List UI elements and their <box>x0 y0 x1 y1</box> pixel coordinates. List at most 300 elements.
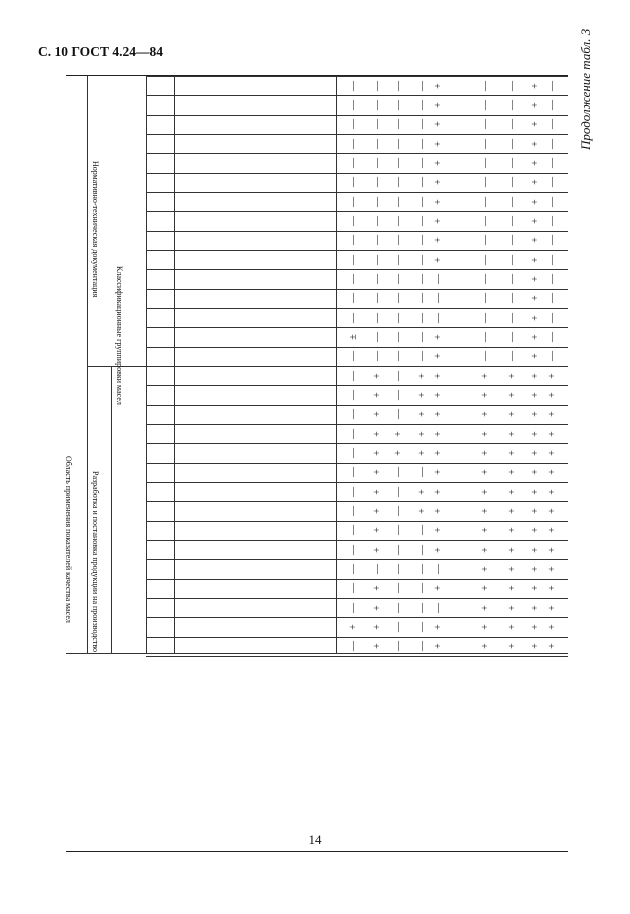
cell-mark: + <box>433 353 444 360</box>
cell-mark: + <box>433 643 444 650</box>
cell-mark: + <box>507 585 518 592</box>
cell-mark: + <box>547 411 558 418</box>
cell-mark: — <box>372 254 383 265</box>
cell-mark: + <box>547 430 558 437</box>
cell-mark: + <box>433 411 444 418</box>
cell-mark: — <box>393 409 404 420</box>
cell-mark: — <box>393 583 404 594</box>
cell-mark: + <box>547 566 558 572</box>
cell-mark: + <box>433 121 444 128</box>
group-label <box>146 289 174 366</box>
cell-mark: + <box>480 488 491 495</box>
cell-mark: — <box>393 370 404 381</box>
cell-mark: + <box>507 411 518 418</box>
cell-mark: — <box>348 525 359 536</box>
cell-mark: — <box>417 602 428 613</box>
column-line <box>146 424 568 425</box>
cell-mark: ± <box>348 334 359 340</box>
cell-mark: + <box>530 353 541 360</box>
cell-mark: — <box>372 196 383 207</box>
cell-mark: + <box>530 546 541 553</box>
cell-mark: + <box>433 82 444 89</box>
cell-mark: — <box>393 80 404 91</box>
cell-mark: — <box>417 312 428 323</box>
cell-mark: — <box>480 100 491 110</box>
cell-mark: — <box>348 641 359 652</box>
cell-mark: + <box>372 450 383 456</box>
cell-mark: — <box>417 80 428 91</box>
cell-mark: + <box>530 604 541 611</box>
cell-mark: + <box>372 411 383 418</box>
cell-mark: — <box>348 177 359 188</box>
cell-mark: + <box>393 450 404 456</box>
cell-mark: — <box>507 312 518 323</box>
cell-mark: — <box>348 428 359 439</box>
cell-mark: + <box>547 604 558 611</box>
cell-mark: — <box>547 216 558 226</box>
cell-mark: + <box>480 392 491 398</box>
column-line <box>146 540 568 541</box>
group-label <box>146 231 174 289</box>
cell-mark: + <box>507 469 518 476</box>
cell-mark: + <box>530 198 541 205</box>
column-line <box>146 153 568 154</box>
cell-mark: — <box>372 119 383 130</box>
column-line <box>146 231 568 232</box>
cell-mark: — <box>348 100 359 110</box>
cell-mark: — <box>507 351 518 362</box>
cell-mark: — <box>547 138 558 149</box>
cell-mark: — <box>393 196 404 207</box>
cell-mark: — <box>507 80 518 91</box>
cell-mark: — <box>372 312 383 323</box>
column-line <box>146 501 568 502</box>
cell-mark: + <box>530 334 541 340</box>
cell-mark: + <box>507 508 518 514</box>
cell-mark: + <box>480 469 491 476</box>
cell-mark: + <box>393 430 404 437</box>
cell-mark: — <box>507 293 518 304</box>
cell-mark: + <box>530 179 541 186</box>
cell-mark: — <box>393 525 404 536</box>
cell-mark: — <box>547 177 558 188</box>
cell-mark: — <box>348 602 359 613</box>
cell-mark: + <box>530 450 541 456</box>
cell-mark: + <box>372 488 383 495</box>
cell-mark: — <box>433 293 444 304</box>
cell-mark: — <box>393 486 404 497</box>
cell-mark: — <box>372 80 383 91</box>
column-line <box>146 366 568 367</box>
cell-mark: — <box>507 254 518 265</box>
cell-mark: + <box>547 488 558 495</box>
cell-mark: + <box>530 488 541 495</box>
cell-mark: + <box>530 121 541 128</box>
cell-mark: + <box>530 218 541 224</box>
cell-mark: — <box>393 351 404 362</box>
cell-mark: — <box>547 196 558 207</box>
cell-mark: + <box>530 624 541 630</box>
column-line <box>146 385 568 386</box>
cell-mark: — <box>348 448 359 458</box>
cell-mark: + <box>433 334 444 340</box>
cell-mark: — <box>393 254 404 265</box>
cell-mark: — <box>348 158 359 168</box>
page-number: 14 <box>308 832 322 847</box>
cell-mark: — <box>507 138 518 149</box>
cell-mark: — <box>480 119 491 130</box>
cell-mark: + <box>507 604 518 611</box>
cell-mark: + <box>530 566 541 572</box>
cell-mark: + <box>372 430 383 437</box>
cell-mark: + <box>433 450 444 456</box>
column-line <box>146 617 568 618</box>
cell-mark: — <box>480 80 491 91</box>
cell-mark: — <box>393 312 404 323</box>
cell-mark: — <box>417 216 428 226</box>
cell-mark: + <box>480 566 491 572</box>
cell-mark: + <box>480 411 491 418</box>
cell-mark: + <box>507 450 518 456</box>
cell-mark: + <box>507 488 518 495</box>
cell-mark: + <box>530 392 541 398</box>
cell-mark: — <box>417 351 428 362</box>
cell-mark: — <box>480 158 491 168</box>
cell-mark: + <box>507 566 518 572</box>
cell-mark: + <box>417 508 428 514</box>
cell-mark: — <box>507 177 518 188</box>
cell-mark: — <box>372 100 383 110</box>
cell-mark: + <box>530 372 541 379</box>
cell-mark: + <box>433 392 444 398</box>
cell-mark: + <box>417 392 428 398</box>
classification-divider-left <box>111 366 112 653</box>
cell-mark: + <box>530 469 541 476</box>
cell-mark: — <box>372 216 383 226</box>
cell-mark: + <box>433 256 444 263</box>
cell-mark: — <box>393 216 404 226</box>
cell-mark: — <box>507 235 518 246</box>
cell-mark: + <box>547 450 558 456</box>
cell-mark: — <box>348 486 359 497</box>
cell-mark: — <box>417 583 428 594</box>
cell-mark: — <box>372 158 383 168</box>
cell-mark: — <box>348 564 359 574</box>
cell-mark: — <box>507 216 518 226</box>
cell-mark: — <box>348 390 359 400</box>
cell-mark: — <box>507 332 518 342</box>
cell-mark: — <box>480 332 491 342</box>
cell-mark: — <box>393 602 404 613</box>
group-label <box>146 366 174 424</box>
cell-mark: + <box>547 527 558 534</box>
cell-mark: — <box>547 274 558 284</box>
cell-mark: + <box>530 256 541 263</box>
indicators-table <box>66 75 568 852</box>
cell-mark: — <box>348 216 359 226</box>
cell-mark: — <box>372 564 383 574</box>
cell-mark: — <box>372 351 383 362</box>
cell-mark: — <box>348 235 359 246</box>
cell-mark: + <box>547 372 558 379</box>
cell-mark: — <box>348 138 359 149</box>
cell-mark: — <box>547 293 558 304</box>
cell-mark: — <box>417 641 428 652</box>
cell-mark: + <box>530 643 541 650</box>
cell-mark: — <box>393 641 404 652</box>
cell-mark: — <box>393 564 404 574</box>
cell-mark: — <box>393 332 404 342</box>
cell-mark: — <box>348 370 359 381</box>
header-bottom-line <box>66 653 568 654</box>
cell-mark: + <box>372 508 383 514</box>
cell-mark: — <box>348 409 359 420</box>
cell-mark: + <box>433 237 444 244</box>
cell-mark: — <box>417 196 428 207</box>
cell-mark: — <box>480 312 491 323</box>
column-line <box>146 95 568 96</box>
cell-mark: — <box>393 158 404 168</box>
group-label <box>146 173 174 231</box>
cell-mark: + <box>480 624 491 630</box>
cell-mark: + <box>417 450 428 456</box>
cell-mark: + <box>480 430 491 437</box>
cell-mark: + <box>372 585 383 592</box>
classification-label: Классификационные группировки масел <box>115 266 124 405</box>
cell-mark: + <box>507 527 518 534</box>
column-line <box>146 559 568 560</box>
group-label <box>146 424 174 463</box>
cell-mark: — <box>547 158 558 168</box>
area-divider-line <box>87 76 88 653</box>
cell-mark: + <box>507 643 518 650</box>
cell-mark: + <box>372 643 383 650</box>
column-line <box>146 211 568 212</box>
column-line <box>146 405 568 406</box>
group-label <box>146 521 174 579</box>
cell-mark: + <box>507 546 518 553</box>
cell-mark: + <box>433 585 444 592</box>
cell-mark: + <box>433 546 444 553</box>
column-line <box>146 482 568 483</box>
cell-mark: + <box>530 237 541 244</box>
cell-mark: — <box>547 119 558 130</box>
cell-mark: — <box>372 235 383 246</box>
cell-mark: — <box>547 351 558 362</box>
column-line <box>146 463 568 464</box>
cell-mark: — <box>348 274 359 284</box>
cell-mark: + <box>433 624 444 630</box>
cell-mark: — <box>433 602 444 613</box>
cell-mark: — <box>417 564 428 574</box>
cell-mark: — <box>348 196 359 207</box>
cell-mark: — <box>393 119 404 130</box>
group-label <box>146 134 174 173</box>
cell-mark: — <box>393 506 404 516</box>
cell-mark: — <box>547 254 558 265</box>
cell-mark: — <box>417 525 428 536</box>
cell-mark: + <box>433 179 444 186</box>
cell-mark: — <box>348 467 359 478</box>
cell-mark: — <box>393 390 404 400</box>
cell-mark: — <box>417 235 428 246</box>
cell-mark: + <box>530 314 541 321</box>
cell-mark: + <box>547 585 558 592</box>
cell-mark: — <box>480 177 491 188</box>
cell-mark: — <box>393 138 404 149</box>
column-line <box>146 134 568 135</box>
cell-mark: — <box>547 100 558 110</box>
cell-mark: + <box>530 508 541 514</box>
cell-mark: — <box>372 138 383 149</box>
cell-mark: + <box>530 82 541 89</box>
cell-mark: + <box>547 508 558 514</box>
cell-mark: + <box>480 643 491 650</box>
cell-mark: — <box>393 235 404 246</box>
cell-mark: — <box>348 351 359 362</box>
column-line <box>146 443 568 444</box>
cell-mark: — <box>417 119 428 130</box>
cell-mark: + <box>507 624 518 630</box>
cell-mark: — <box>393 177 404 188</box>
cell-mark: + <box>433 372 444 379</box>
cell-mark: — <box>393 467 404 478</box>
cell-mark: + <box>480 508 491 514</box>
cell-mark: — <box>348 80 359 91</box>
column-line <box>146 521 568 522</box>
cell-mark: + <box>530 430 541 437</box>
cell-mark: + <box>530 411 541 418</box>
cell-mark: — <box>480 274 491 284</box>
cell-mark: + <box>372 392 383 398</box>
cell-mark: — <box>393 622 404 632</box>
cell-mark: + <box>480 546 491 553</box>
cell-mark: — <box>417 467 428 478</box>
cell-mark: + <box>530 140 541 147</box>
cell-mark: — <box>348 312 359 323</box>
cell-mark: — <box>547 332 558 342</box>
cell-mark: — <box>348 506 359 516</box>
area-left-label: Разработка и постановка продукции на производство <box>91 471 100 653</box>
cell-mark: + <box>547 643 558 650</box>
cell-mark: + <box>372 604 383 611</box>
cell-mark: — <box>393 293 404 304</box>
cell-mark: + <box>348 624 359 630</box>
cell-mark: + <box>530 295 541 302</box>
cell-mark: + <box>417 411 428 418</box>
cell-mark: — <box>480 216 491 226</box>
cell-mark: — <box>433 274 444 284</box>
cell-mark: — <box>417 332 428 342</box>
cell-mark: + <box>417 372 428 379</box>
cell-mark: + <box>507 430 518 437</box>
cell-mark: — <box>372 332 383 342</box>
header-vertical-line <box>336 76 337 653</box>
cell-mark: — <box>417 138 428 149</box>
cell-mark: — <box>507 100 518 110</box>
cell-mark: — <box>480 254 491 265</box>
cell-mark: + <box>433 102 444 108</box>
cell-mark: + <box>433 430 444 437</box>
cell-mark: — <box>480 196 491 207</box>
continuation-label: Продолжение табл. 3 <box>578 28 593 150</box>
cell-mark: — <box>417 254 428 265</box>
cell-mark: + <box>480 604 491 611</box>
cell-mark: — <box>417 293 428 304</box>
cell-mark: — <box>417 100 428 110</box>
cell-mark: — <box>417 622 428 632</box>
cell-mark: — <box>372 274 383 284</box>
column-line <box>146 656 568 657</box>
cell-mark: — <box>433 564 444 574</box>
cell-mark: — <box>480 235 491 246</box>
page-header: С. 10 ГОСТ 4.24—84 <box>38 44 164 59</box>
column-line <box>146 250 568 251</box>
cell-mark: + <box>372 546 383 553</box>
column-line <box>146 192 568 193</box>
cell-mark: + <box>372 527 383 534</box>
cell-mark: — <box>348 583 359 594</box>
cell-mark: — <box>417 274 428 284</box>
column-line <box>146 289 568 290</box>
cell-mark: — <box>417 158 428 168</box>
column-line <box>146 173 568 174</box>
cell-mark: — <box>393 274 404 284</box>
cell-mark: + <box>433 527 444 534</box>
cell-mark: + <box>433 218 444 224</box>
cell-mark: — <box>547 80 558 91</box>
cell-mark: — <box>348 254 359 265</box>
cell-mark: + <box>530 276 541 282</box>
cell-mark: — <box>393 544 404 555</box>
cell-mark: — <box>433 312 444 323</box>
column-line <box>146 579 568 580</box>
cell-mark: + <box>433 488 444 495</box>
cell-mark: + <box>547 469 558 476</box>
cell-mark: + <box>417 488 428 495</box>
column-line <box>146 598 568 599</box>
cell-mark: + <box>417 430 428 437</box>
cell-mark: — <box>393 100 404 110</box>
cell-mark: + <box>433 469 444 476</box>
cell-mark: — <box>480 293 491 304</box>
cell-mark: + <box>372 624 383 630</box>
cell-mark: — <box>480 351 491 362</box>
cell-mark: — <box>372 293 383 304</box>
cell-mark: + <box>372 469 383 476</box>
cell-mark: + <box>433 160 444 166</box>
cell-mark: + <box>372 372 383 379</box>
column-line <box>146 347 568 348</box>
cell-mark: + <box>507 372 518 379</box>
cell-mark: — <box>507 196 518 207</box>
cell-mark: — <box>547 312 558 323</box>
cell-mark: — <box>417 177 428 188</box>
cell-mark: + <box>433 198 444 205</box>
column-line <box>146 269 568 270</box>
cell-mark: — <box>547 235 558 246</box>
cell-mark: — <box>417 544 428 555</box>
column-line <box>146 637 568 638</box>
cell-mark: + <box>507 392 518 398</box>
cell-mark: + <box>547 546 558 553</box>
area-right-label: Нормативно-техническая документация <box>91 161 100 298</box>
group-label <box>146 463 174 521</box>
cell-mark: — <box>372 177 383 188</box>
column-line <box>146 115 568 116</box>
cell-mark: — <box>348 293 359 304</box>
cell-mark: — <box>507 274 518 284</box>
